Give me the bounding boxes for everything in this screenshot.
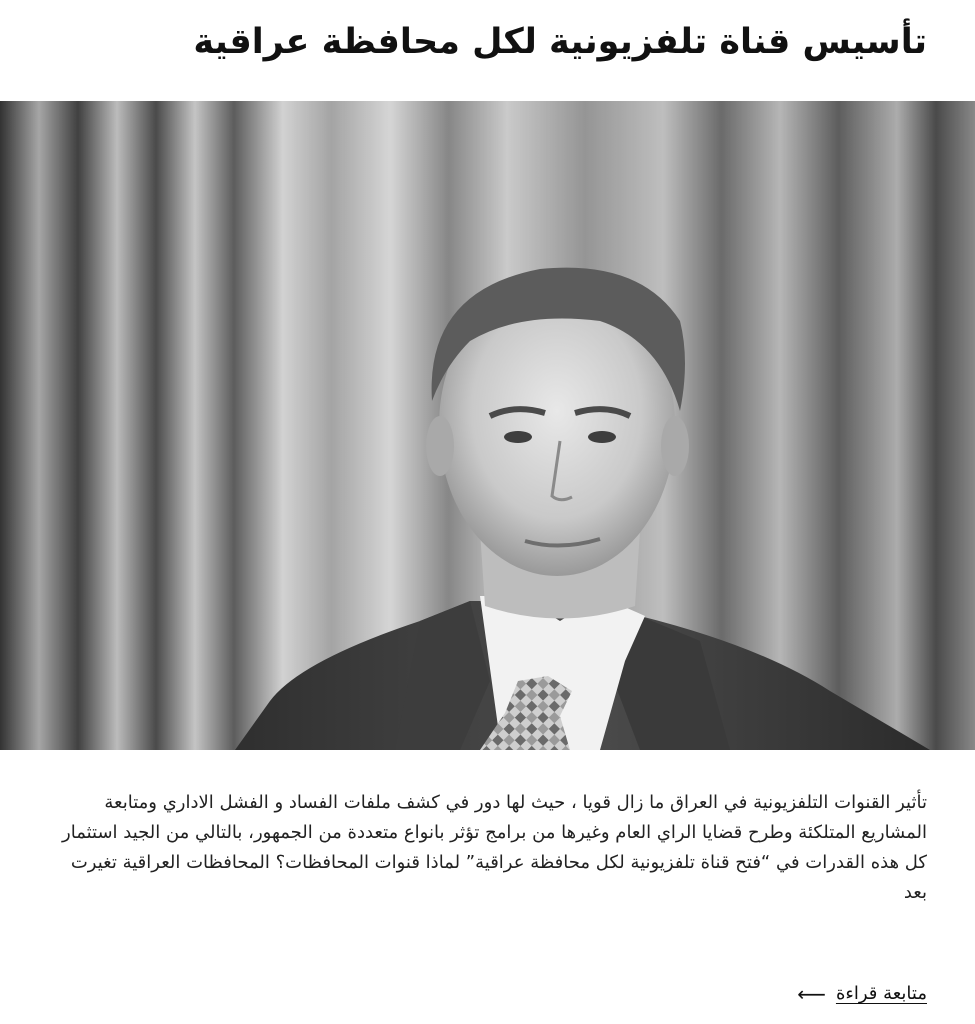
article-title[interactable]: تأسيس قناة تلفزيونية لكل محافظة عراقية <box>193 22 927 62</box>
read-more-link[interactable] <box>797 983 927 1004</box>
featured-image[interactable] <box>0 101 975 750</box>
article-excerpt: تأثير القنوات التلفزيونية في العراق ما زال قويا ، حيث لها دور في كشف ملفات الفساد و الفشل الاداري ومتابعة المشاريع المتلكئة وطرح قضايا الراي العام وغيرها من برامج تؤثر بانواع متعددة من الجمهور، بالتالي من الجيد استثمار كل هذه القدرات في “فتح قناة تلفزيونية لكل محافظة عراقية” لماذا قنوات المحافظات؟ المحافظات العراقية تغيرت بعد <box>62 792 927 903</box>
read-more-label[interactable]: متابعة قراءة <box>835 983 927 1004</box>
portrait-photo <box>0 101 975 750</box>
arrow-left-icon: ⟵ <box>797 981 826 1006</box>
